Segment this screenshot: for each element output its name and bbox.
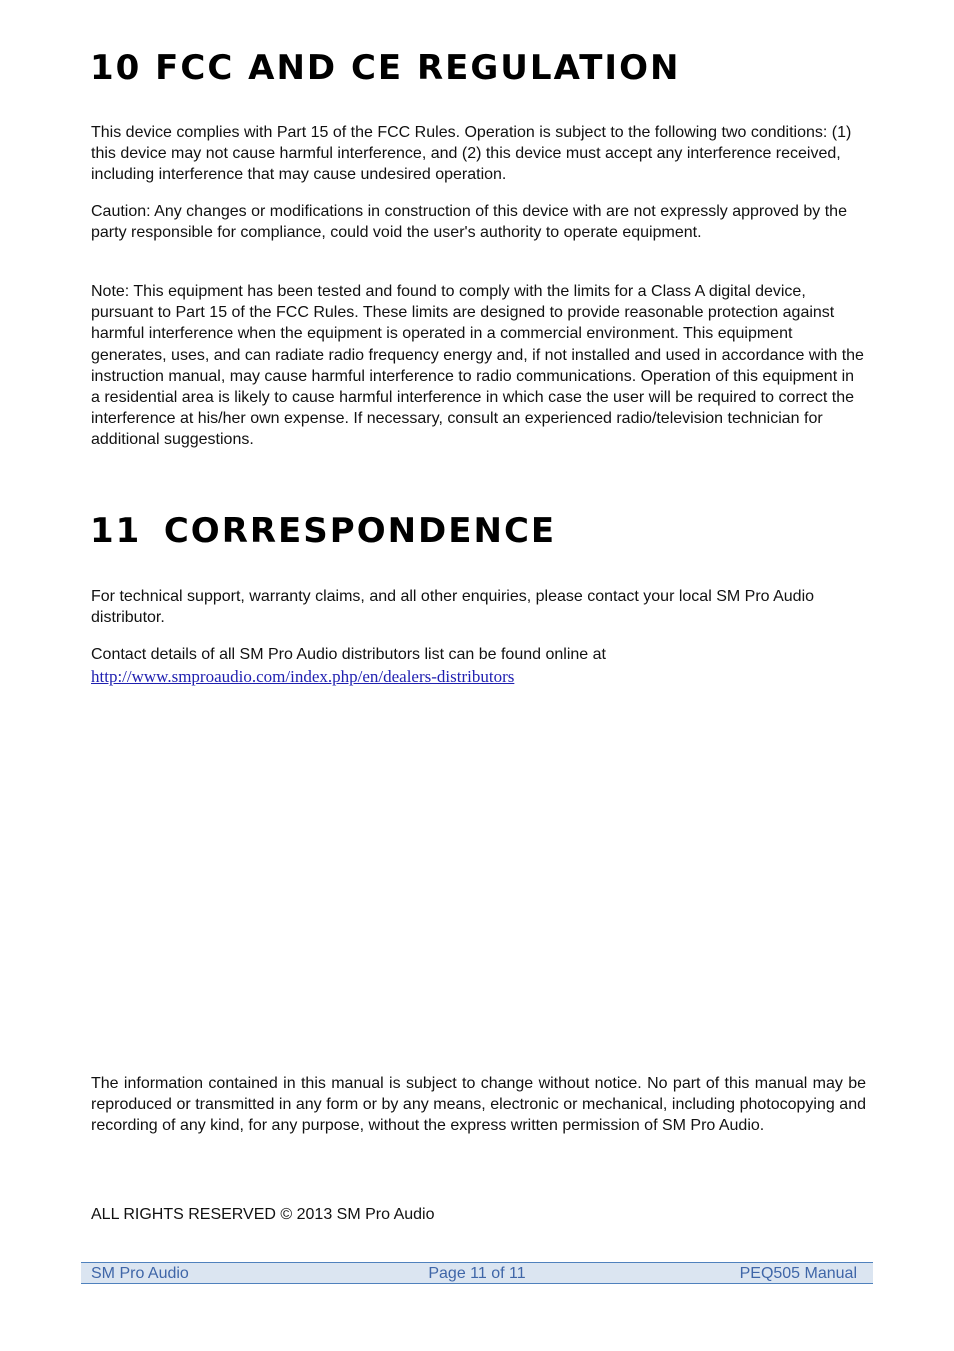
distributors-text: Contact details of all SM Pro Audio distributors list can be found online at xyxy=(91,646,606,663)
section-11-heading xyxy=(90,511,556,551)
section-11-number: 11 xyxy=(90,511,142,551)
section-10-title: FCC AND CE REGULATION xyxy=(155,48,681,88)
distributors-link[interactable]: http://www.smproaudio.com/index.php/en/dealers-distributors xyxy=(91,667,515,687)
footer-manual-name: PEQ505 Manual xyxy=(739,1265,857,1282)
section-10-number: 10 xyxy=(90,48,142,88)
distributors-paragraph xyxy=(91,644,866,688)
fcc-caution-paragraph: Caution: Any changes or modifications in construction of this device with are not expressly approved by the party responsible for compliance, could void the user's authority to operate equipment. xyxy=(91,203,847,242)
fcc-compliance-paragraph: This device complies with Part 15 of the FCC Rules. Operation is subject to the following two conditions: (1) this device may not cause harmful interference, and (2) this device must accept any interference received, including interference that may cause undesired operation. xyxy=(91,124,852,184)
rights-reserved: ALL RIGHTS RESERVED © 2013 SM Pro Audio xyxy=(91,1206,435,1223)
support-paragraph: For technical support, warranty claims, and all other enquiries, please contact your local SM Pro Audio distributor. xyxy=(91,588,815,627)
footer-page-number: Page 11 of 11 xyxy=(428,1265,526,1282)
section-10-heading xyxy=(90,48,680,88)
footer-company: SM Pro Audio xyxy=(91,1265,189,1282)
page-footer xyxy=(81,1262,873,1284)
copyright-notice: The information contained in this manual is subject to change without notice. No part of this manual may be reproduced or transmitted in any form or by any means, electronic or mechanical, including photocopying and recording of any kind, for any purpose, without the express written permission of SM Pro Audio. xyxy=(91,1075,866,1135)
section-11-title: CORRESPONDENCE xyxy=(163,511,557,551)
fcc-note-paragraph: Note: This equipment has been tested and found to comply with the limits for a Class A digital device, pursuant to Part 15 of the FCC Rules. These limits are designed to provide reasonable protection against harmful interference when the equipment is operated in a commercial environment. This equipment generates, uses, and can radiate radio frequency energy and, if not installed and used in accordance with the instruction manual, may cause harmful interference to radio communications. Operation of this equipment in a residential area is likely to cause harmful interference in which case the user will be required to correct the interference at his/her own expense. If necessary, consult an experienced radio/television technician for additional suggestions. xyxy=(91,283,864,449)
